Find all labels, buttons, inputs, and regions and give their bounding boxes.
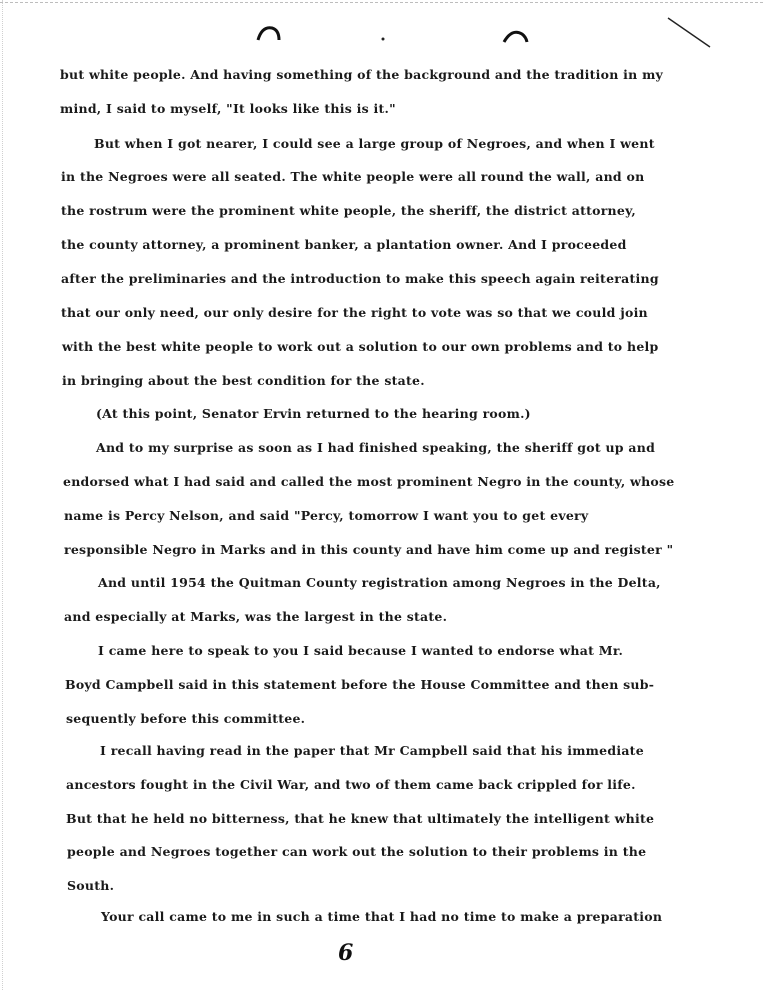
- text-line: the rostrum were the prominent white people, the sheriff, the district attorney,: [61, 203, 636, 218]
- text-line: I recall having read in the paper that Mr Campbell said that his immediate: [100, 743, 644, 758]
- text-line: the county attorney, a prominent banker, a plantation owner. And I proceeded: [61, 237, 627, 252]
- text-line: people and Negroes together can work out the solution to their problems in the: [67, 844, 647, 859]
- text-line: But when I got nearer, I could see a large group of Negroes, and when I went: [94, 136, 655, 151]
- text-line: responsible Negro in Marks and in this county and have him come up and register ": [64, 542, 674, 557]
- text-line: (At this point, Senator Ervin returned to the hearing room.): [96, 406, 531, 421]
- text-line: mind, I said to myself, "It looks like this is it.": [60, 101, 396, 116]
- text-line: that our only need, our only desire for the right to vote was so that we could join: [61, 305, 648, 320]
- text-line: and especially at Marks, was the largest in the state.: [64, 609, 448, 624]
- text-line: ancestors fought in the Civil War, and two of them came back crippled for life.: [66, 777, 636, 792]
- text-line: South.: [67, 878, 115, 893]
- text-line: I came here to speak to you I said because I wanted to endorse what Mr.: [98, 643, 624, 658]
- text-line: but white people. And having something of the background and the tradition in my: [60, 67, 664, 82]
- text-line: Boyd Campbell said in this statement before the House Committee and then sub-: [65, 677, 655, 692]
- text-line: And until 1954 the Quitman County registration among Negroes in the Delta,: [98, 575, 661, 590]
- page-number: 6: [338, 940, 354, 966]
- text-line: with the best white people to work out a solution to our own problems and to help: [62, 339, 659, 354]
- text-line: Your call came to me in such a time that I had no time to make a preparation: [101, 909, 663, 924]
- text-line: endorsed what I had said and called the most prominent Negro in the county, whose: [63, 474, 675, 489]
- text-line: after the preliminaries and the introduction to make this speech again reiterating: [61, 271, 659, 286]
- text-line: And to my surprise as soon as I had finished speaking, the sheriff got up and: [96, 440, 656, 455]
- text-line: in the Negroes were all seated. The white people were all round the wall, and on: [61, 169, 645, 184]
- text-line: in bringing about the best condition for the state.: [62, 373, 425, 388]
- text-line: name is Percy Nelson, and said "Percy, tomorrow I want you to get every: [64, 508, 589, 523]
- text-line: But that he held no bitterness, that he knew that ultimately the intelligent white: [66, 811, 655, 826]
- text-line: sequently before this committee.: [66, 711, 306, 726]
